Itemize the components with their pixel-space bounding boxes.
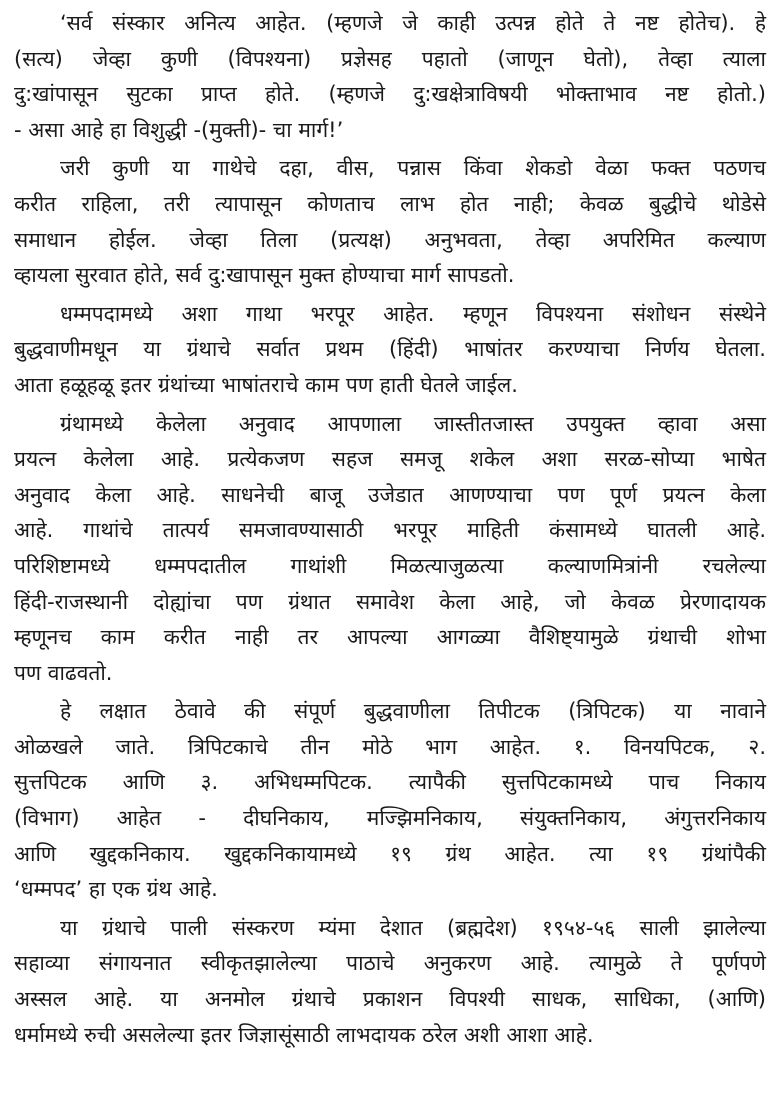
text-line: धर्मामध्ये रुची असलेल्या इतर जिज्ञासूंसाठी लाभदायक ठरेल अशी आशा आहे. (14, 1022, 594, 1047)
text-line: ‘सर्व संस्कार अनित्य आहेत. (म्हणजे जे काही उत्पन्न होते ते नष्ट होतेच). हे (60, 11, 766, 35)
text-line: हिंदी-राजस्थानी दोह्यांचा पण ग्रंथात समावेश केला आहे, जो केवळ प्रेरणादायक (14, 589, 766, 614)
text-line: ओळखले जाते. त्रिपिटकाचे तीन मोठे भाग आहेत. १. विनयपिटक, २. (14, 734, 766, 759)
text-line: - असा आहे हा विशुद्धी -(मुक्ती)- चा मार्ग!’ (14, 117, 344, 142)
text-line: (सत्य) जेव्हा कुणी (विपश्यना) प्रज्ञेसह पहातो (जाणून घेतो), तेव्हा त्याला (14, 46, 766, 71)
text-line: अस्सल आहे. या अनमोल ग्रंथाचे प्रकाशन विपश्यी साधक, साधिका, (आणि) (14, 987, 766, 1012)
text-line: आणि खुद्दकनिकाय. खुद्दकनिकायामध्ये १९ ग्रंथ आहेत. त्या १९ ग्रंथांपैकी (14, 841, 766, 866)
text-line: हे लक्षात ठेवावे की संपूर्ण बुद्धवाणीला तिपीटक (त्रिपिटक) या नावाने (60, 699, 766, 724)
text-line: सहाव्या संगायनात स्वीकृतझालेल्या पाठाचे अनुकरण आहे. त्यामुळे ते पूर्णपणे (14, 951, 766, 976)
text-line: या ग्रंथाचे पाली संस्करण म्यंमा देशात (ब्रह्मदेश) १९५४-५६ साली झालेल्या (60, 915, 766, 940)
paragraph-recitation (14, 151, 766, 293)
text-line: जरी कुणी या गाथेचे दहा, वीस, पन्नास किंवा शेकडो वेळा फक्त पठणच (60, 156, 766, 181)
text-line: करीत राहिला, तरी त्यापासून कोणताच लाभ होत नाही; केवळ बुद्धीचे थोडेसे (14, 191, 766, 216)
text-line: (विभाग) आहेत - दीघनिकाय, मज्झिमनिकाय, संयुक्तनिकाय, अंगुत्तरनिकाय (14, 806, 766, 831)
paragraph-translation-decision (14, 297, 766, 404)
text-line: बुद्धवाणीमधून या ग्रंथाचे सर्वात प्रथम (हिंदी) भाषांतर करण्याचा निर्णय घेतला. (14, 337, 766, 362)
text-line: दु:खांपासून सुटका प्राप्त होते. (म्हणजे दु:खक्षेत्राविषयी भोक्ताभाव नष्ट होतो.) (14, 82, 766, 107)
text-line: व्हायला सुरवात होते, सर्व दु:खापासून मुक्त होण्याचा मार्ग सापडतो. (14, 263, 515, 288)
text-line: सुत्तपिटक आणि ३. अभिधम्मपिटक. त्यापैकी सुत्तपिटकामध्ये पाच निकाय (14, 770, 766, 795)
text-line: अनुवाद केला आहे. साधनेची बाजू उजेडात आणण्याचा पण पूर्ण प्रयत्न केला (14, 482, 766, 507)
paragraph-pali-edition (14, 911, 766, 1053)
text-line: ग्रंथामध्ये केलेला अनुवाद आपणाला जास्तीतजास्त उपयुक्त व्हावा असा (60, 411, 766, 436)
text-line: आता हळूहळू इतर ग्रंथांच्या भाषांतराचे काम पण हाती घेतले जाईल. (14, 372, 518, 397)
text-line: परिशिष्टामध्ये धम्मपदातील गाथांशी मिळत्याजुळत्या कल्याणमित्रांनी रचलेल्या (14, 553, 766, 578)
text-line: पण वाढवतो. (14, 660, 113, 685)
text-line: म्हणूनच काम करीत नाही तर आपल्या आगळ्या वैशिष्ट्यामुळे ग्रंथाची शोभा (14, 625, 766, 650)
text-line: ‘धम्मपद’ हा एक ग्रंथ आहे. (14, 877, 218, 902)
paragraph-tipitaka (14, 694, 766, 908)
text-line: समाधान होईल. जेव्हा तिला (प्रत्यक्ष) अनुभवता, तेव्हा अपरिमित कल्याण (14, 227, 766, 252)
text-line: प्रयत्न केलेला आहे. प्रत्येकजण सहज समजू शकेल अशा सरळ-सोप्या भाषेत (14, 447, 766, 472)
paragraph-translation-approach (14, 407, 766, 692)
paragraph-verse-quote (14, 6, 766, 148)
document-page (14, 6, 766, 1056)
text-line: आहे. गाथांचे तात्पर्य समजावण्यासाठी भरपूर माहिती कंसामध्ये घातली आहे. (14, 518, 766, 543)
text-line: धम्मपदामध्ये अशा गाथा भरपूर आहेत. म्हणून विपश्यना संशोधन संस्थेने (60, 301, 766, 326)
